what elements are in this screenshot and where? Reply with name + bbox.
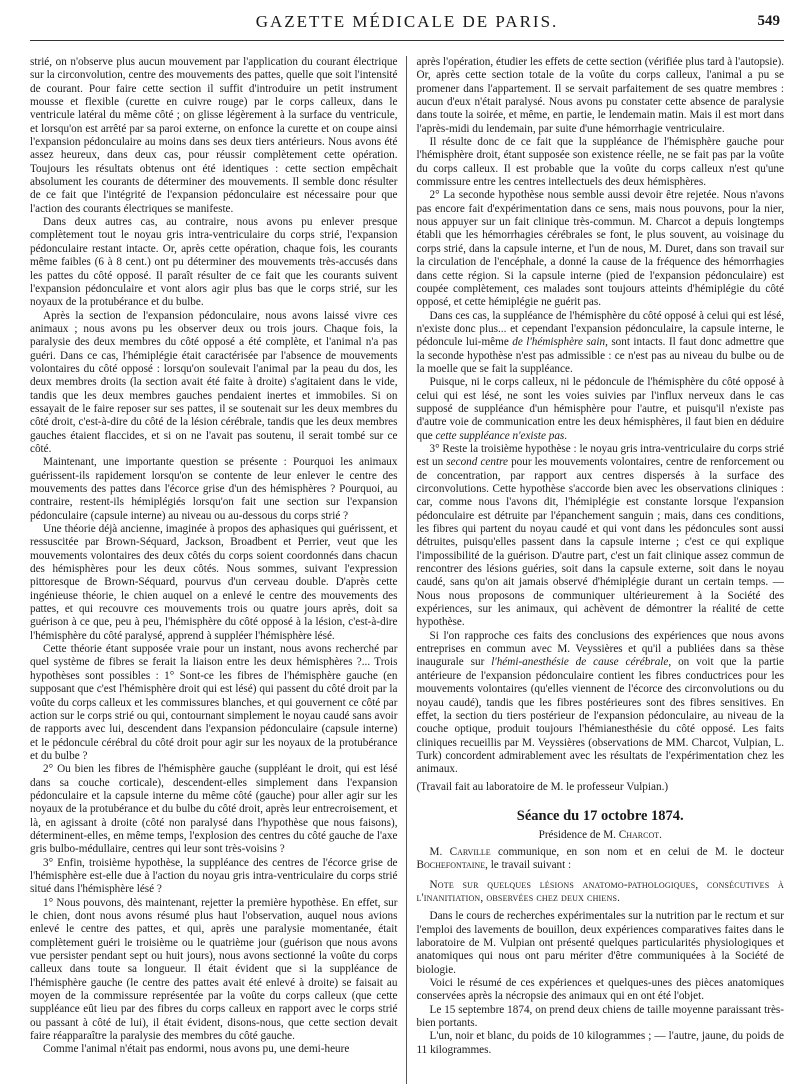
italic-phrase: cette suppléance n'existe pas [435,429,565,442]
paragraph: Voici le résumé de ces expériences et quelques-unes des pièces anatomiques conservées après la nécropsie des animaux qui en ont été l'objet. [416,977,784,1003]
text-run: pour les mouvements volontaires, centre de renforcement ou de concentration, par rapport aux centres dispersés à la surface des circonvolutions. Cette hypothèse s'accorde bien avec les observations cliniques : car, comme nous l'avons dit, l'hémiplégie est constante lorsque l'expansion pédonculaire est détruite par l'épanchement sanguin ; mais, dans ces conditions, les fibres qui partent du noyau caudé et qui vont dans les pédoncules sont aussi détruites, puisqu'elles passent dans la capsule interne ; c'est ce qui explique l'impossibilité de la guérison. D'autre part, c'est un fait clinique assez commun de rencontrer des lésions guéries, soit dans la capsule externe, soit dans le noyau caudé, sans qu'on ait jamais observé d'hémiplégie durant un certain temps. — Nous nous proposons de communiquer ultérieurement à la Société des expériences, sur les animaux, qui achèvent de démontrer la réalité de cette hypothèse. [416,456,784,629]
paragraph [417,310,785,377]
paragraph [417,846,785,873]
paragraph [417,443,785,630]
page-number: 549 [757,13,780,29]
paragraph: 1° Nous pouvons, dès maintenant, rejetter la première hypothèse. En effet, sur le chien, dont nous avons résumé plus haut l'observation, auquel nous avions enlevé le centre des pattes, et qui, après une paralysie momentanée, était complètement guéri le troisième ou le quatrième jour (guérison que nous avons vue persister pendant sept ou huit jours), nous avons sectionné la voûte du corps calleux dans toute sa longueur. Il était évident que si la suppléance de l'hémisphère gauche (le centre des pattes avait été enlevé à droite) se faisait au moyen de la commissure représentée par la voûte du corps calleux (que cette suppléance eût lieu par des fibres du corps calleux en rapport avec le corps strié ou passant à côté de lui), il était évident, disons-nous, que cette section devait faire réapparaître la paralysie des membres du côté gauche. [30,896,398,1043]
italic-phrase: l'hémi-anesthésie de cause cérébrale [491,656,669,669]
text-run: M. [429,845,450,858]
two-column-body [30,56,784,1084]
author-name: Carville [449,845,491,858]
paragraph: 2° Ou bien les fibres de l'hémisphère gauche (suppléant le droit, qui est lésé dans sa couche corticale), descendent-elles simplement dans l'expansion pédonculaire et la capsule interne du même côté (gauche) pour aller agir sur les noyaux de la protubérance et du bulbe du côté droit, après leur entrecroisement, et là, en agissant à droite (côté non paralysé dans l'hypothèse que nous faisons), déterminent-elles, en même temps, l'explosion des centres du côté gauche de l'axe gris bulbo-médullaire, centres qui leur sont très-voisins ? [30,763,398,856]
presidence-line [417,829,785,841]
paragraph: Une théorie déjà ancienne, imaginée à propos des aphasiques qui guérissent, et ressuscitée par Brown-Séquard, Jackson, Broadbent et Perrier, veut que les mouvements volontaires des deux côtés du corps soient coordonnés dans chacun des hémisphères pour les deux côtés. Nous sommes, suivant l'expression pittoresque de Brown-Séquard, pourvus d'un cerveau double. D'après cette ingénieuse théorie, le chien auquel on a enlevé le centre des mouvements des pattes, et qui recouvre ces mouvements trois ou quatre jours après, doit sa guérison à ce que, peu à peu, l'hémisphère du côté opposé à la lésion, c'est-à-dire l'hémisphère du côté paralysé, apprend à suppléer l'hémisphère lésé. [30,523,398,642]
text-run: , le travail suivant : [485,859,572,872]
paragraph: Cette théorie étant supposée vraie pour un instant, nous avons recherché par quel système de fibres se ferait la liaison entre les deux hémisphères ?... Trois hypothèses sont possibles : 1° Sont-ce les fibres de l'hémisphère gauche (en supposant que c'est l'hémisphère droit qui est lésé) qui passent du côté droit par la voûte du corps calleux et les commissures blanches, et qui gouvernent ce côté par action sur le corps strié ou qui, contournant simplement le noyau caudé sans avoir de rapports avec lui, descendent dans l'expansion pédonculaire (capsule interne) et le pédoncule cérébral du côté droit pour agir sur les noyaux de la protubérance et du bulbe ? [30,643,398,762]
note-title: Note sur quelques lésions anatomo-pathologiques, consécutives à l'inanitiation, observées chez deux chiens. [416,878,784,904]
paragraph: Le 15 septembre 1874, on prend deux chiens de taille moyenne paraissant très-bien portants. [416,1003,784,1030]
text-run: Si l'on rapproche ces faits des conclusions des expériences que nous avons entreprises en commun avec M. Veyssières et qu'il a publiées dans sa thèse inaugurale sur [416,629,784,669]
paragraph: Après la section de l'expansion pédonculaire, nous avons laissé vivre ces animaux ; nous avons pu les observer deux ou trois jours. Chaque fois, la paralysie des deux membres du côté opposé a été complète, et l'animal n'a pas guéri. Dans ce cas, l'hémiplégie était caractérisée par l'absence de mouvements volontaires du côté opposé : lorsqu'on soulevait l'animal par la peau du dos, les deux membres droits (la section avait été faite à droite) s'agitaient dans le vide, tandis que les deux membres gauches pendaient inertes et immobiles. Si on essayait de le faire reposer sur ses pattes, il se soutenait sur les deux membres du côté droit, c'est-à-dire du côté de la lésion cérébrale, tandis que les deux membres gauches étaient flaccides, et si on ne l'avait pas soutenu, il serait tombé sur ce côté. [30,309,398,455]
author-name: Bochefontaine [416,859,486,872]
running-title: GAZETTE MÉDICALE DE PARIS. [255,12,559,31]
president-name: Charcot [618,828,660,841]
text-run: , sont intacts. Il faut donc admettre que la seconde hypothèse n'est pas admissible : ce n'est pas au niveau du bulbe ou de la moelle que se fait la suppléance. [416,336,784,375]
paragraph: Dans deux autres cas, au contraire, nous avons pu enlever presque complètement tout le noyau gris intra-ventriculaire du corps strié, l'expansion pédonculaire restant intacte. Or, après cette opération, chaque fois, les courants même faibles (6 à 8 cent.) ont pu déterminer des mouvements très-accusés dans les pattes du côté opposé. Il paraît résulter de ce fait que les courants suivent l'expansion pédonculaire et vont alors agir plus bas que le corps strié, sur les noyaux de la protubérance et du bulbe. [30,216,398,309]
left-column [30,56,406,1084]
text-run: . [659,828,662,841]
text-run: Dans ces cas, la suppléance de l'hémisphère du côté opposé à celui qui est lésé, n'existe donc plus... et cependant l'expansion pédonculaire, la capsule interne, le pédoncule lui-même [416,309,784,349]
paragraph: Maintenant, une importante question se présente : Pourquoi les animaux guérissent-ils rapidement lorsqu'on se contente de leur enlever le centre des mouvements des pattes dans l'écorce grise d'un des hémisphères ? Pourquoi, au contraire, restent-ils hémiplégiés lorsqu'on fait une section sur l'expansion pédonculaire (capsule interne) au niveau ou au-dessous du corps strié ? [30,456,398,522]
paragraph [417,630,785,777]
paragraph: Comme l'animal n'était pas endormi, nous avons pu, une demi-heure [43,1043,350,1056]
text-run: Puisque, ni le corps calleux, ni le pédoncule de l'hémisphère du côté opposé à celui qui est lésé, ne sont les voies suivies par l'influx nerveux dans le cas supposé de suppléance d'un hémisphère pour l'autre, et puisqu'il n'existe pas d'autre voie de communication entre les deux hémisphères, il faut bien en déduire que [416,376,784,442]
paragraph: 3° Enfin, troisième hypothèse, la suppléance des centres de l'écorce grise de l'hémisphère est-elle due à l'action du noyau gris intra-ventriculaire du corps strié situé dans l'hémisphère lésé ? [30,856,398,896]
paragraph: 2° La seconde hypothèse nous semble aussi devoir être rejetée. Nous n'avons pas encore fait d'expérimentation dans ce sens, mais nous pouvons, pour la nier, nous appuyer sur un fait clinique très-commun. M. Charcot a depuis longtemps établi que les hémorrhagies cérébrales se font, le plus souvent, au voisinage du corps strié, dans la capsule interne, et l'un de nous, M. Duret, dans son travail sur la circulation de l'encéphale, a donné la cause de la fréquence des hémorrhagies dans cette région. Si la capsule interne (pied de l'expansion pédonculaire) est coupée complètement, ces malades sont toujours atteints d'hémiplégie du côté opposé, et cette hémiplégie ne guérit pas. [416,189,784,309]
page-header [30,8,784,38]
paragraph: Dans le cours de recherches expérimentales sur la nutrition par le rectum et sur l'emploi des lavements de bouillon, deux expériences comparatives faites dans le laboratoire de M. Vulpian ont présenté quelques particularités physiologiques et anatomiques qui nous ont paru mériter d'être communiquées à la Société de biologie. [416,910,784,976]
text-run: . [564,429,568,442]
italic-phrase: second centre [446,456,508,469]
text-run: communique, en son nom et en celui de M. le docteur [490,845,784,858]
paragraph: après l'opération, étudier les effets de cette section (vérifiée plus tard à l'autopsie). Or, après cette section totale de la voûte du corps calleux, l'animal a pu se promener dans l'appartement. Il se servait parfaitement de ses quatre membres : aucun d'eux n'était paralysé. Nous avons pu constater cette absence de paralysie dans toute la soirée, et même, en partie, le lendemain matin. Mais il est mort dans l'après-midi du lendemain, par suite d'une hémorrhagie ventriculaire. [416,56,784,135]
text-run: Présidence de M. [538,828,619,841]
lab-note: (Travail fait au laboratoire de M. le professeur Vulpian.) [416,780,669,793]
paragraph: L'un, noir et blanc, du poids de 10 kilogrammes ; — l'autre, jaune, du poids de 11 kilogrammes. [416,1030,784,1056]
paragraph [417,376,785,443]
session-title: Séance du 17 octobre 1874. [516,807,684,824]
paragraph: strié, on n'observe plus aucun mouvement par l'application du courant électrique sur la circonvolution, centre des mouvements des pattes, quelle que soit l'intensité de courant. Pour faire cette section il suffit d'introduire un petit instrument mousse et flexible (curette en cuivre rouge) par le corps calleux, dans le ventricule latéral du même côté ; on glisse légèrement à la surface du ventricule, et lorsqu'on est arrêté par sa paroi externe, on enfonce la curette et on coupe ainsi l'expansion pédonculaire au moins dans ses deux tiers antérieurs. Nous avons été assez heureux, dans deux cas, pour réussir complètement cette opération. Toujours les résultats obtenus ont été identiques : cette section empêchait absolument les courants de déterminer des mouvements. Il semble donc résulter de ce fait que l'intégrité de l'expansion pédonculaire est nécessaire pour que l'action des courants électriques se manifeste. [30,56,398,215]
header-rule [30,40,784,41]
paragraph: Il résulte donc de ce fait que la suppléance de l'hémisphère gauche pour l'hémisphère droit, étant supposée son existence réelle, ne se fait pas par la voûte du corps calleux. Il est probable que la voûte du corps calleux n'est qu'une commissure entre les centres intellectuels des deux hémisphères. [416,136,784,189]
italic-phrase: de l'hémisphère sain [512,336,606,349]
text-run: , on voit que la partie antérieure de l'expansion pédonculaire contient les fibres conductrices pour les mouvements volontaires (qu'elles viennent de l'écorce des circonvolutions ou du noyau caudé), tandis que les fibres postérieures sont des fibres sensitives. En effet, la section du tiers postérieur de l'expansion pédonculaire, au niveau de la couche optique, produit toujours l'hémianesthésie du côté opposé. Les faits cliniques recueillis par M. Veyssières (observations de MM. Charcot, Vulpian, L. Turk) concordent admirablement avec les résultats de l'expérimentation chez les animaux. [416,656,784,776]
text-run: 3° Reste la troisième hypothèse : le noyau gris intra-ventriculaire du corps strié est un [416,442,784,469]
right-column [407,56,785,1084]
